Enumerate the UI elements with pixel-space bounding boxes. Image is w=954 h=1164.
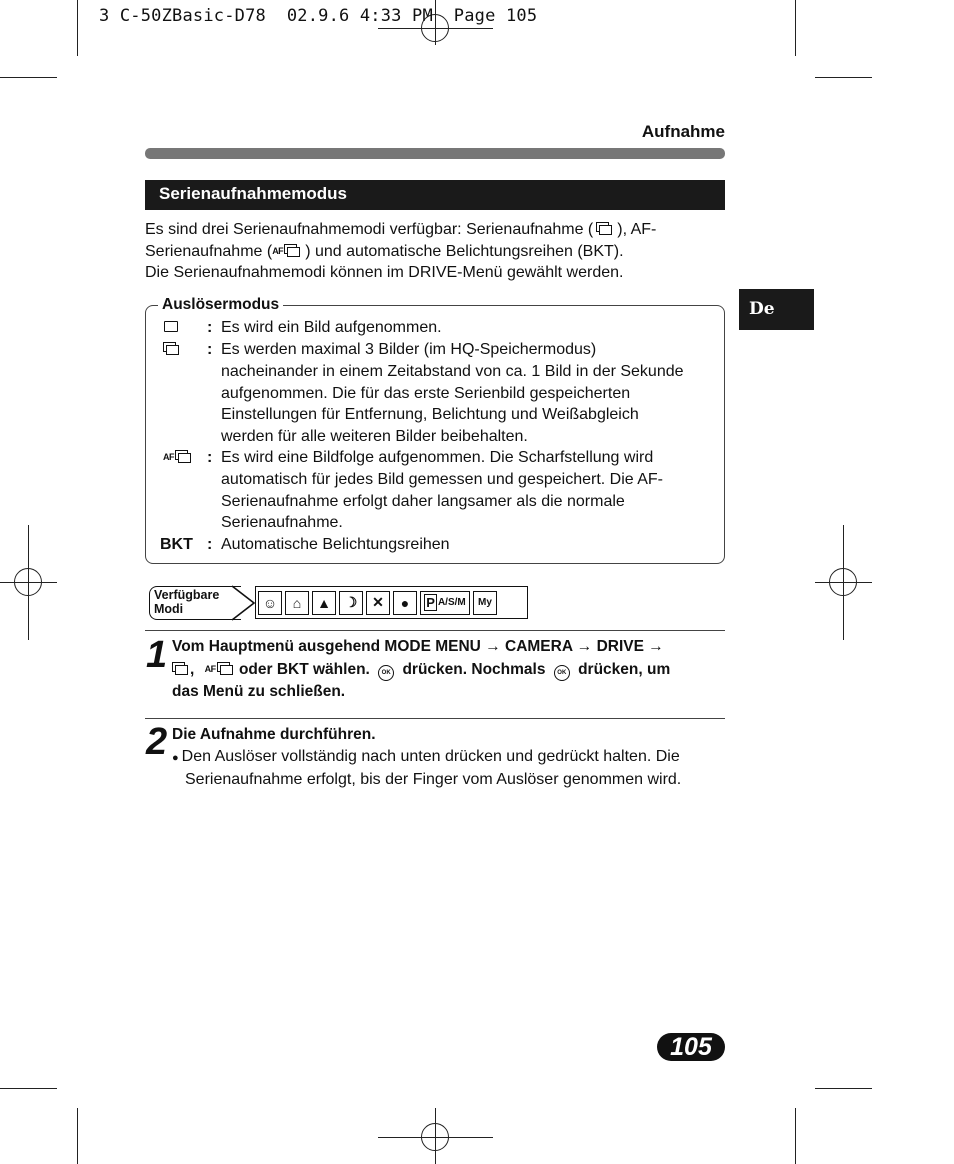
- crop-mark: [795, 0, 796, 56]
- available-modes-label: Verfügbare Modi: [149, 586, 241, 620]
- self-portrait-mode-icon: ●: [393, 591, 417, 615]
- sequential-icon: [172, 662, 190, 677]
- intro-paragraph: Es sind drei Serienaufnahmemodi verfügbar: Serienaufnahme ( ), AF- Serienaufnahme (AF ) und automatische Belichtungsreihen (BKT). Die Serienaufnahmemodi können im DRIVE-Menü gewählt werden.: [145, 221, 657, 281]
- step-number: 1: [146, 634, 168, 676]
- page-number: 105: [657, 1033, 725, 1061]
- af-label-icon: AF: [272, 245, 284, 256]
- mode-row-af-sequential: AF : Es wird eine Bildfolge aufgenommen. Die Scharfstellung wird automatisch für jedes Bild gemessen und gespeichert. Die AF- Serienaufnahme erfolgt daher langsamer als die normale Serienaufnahme.: [163, 449, 664, 532]
- sequential-icon: [284, 244, 302, 259]
- single-frame-icon: [164, 321, 178, 332]
- registration-mark: [421, 1123, 449, 1151]
- page-heading: Serienaufnahmemodus: [145, 180, 725, 210]
- crop-mark: [815, 1088, 872, 1089]
- crop-mark: [77, 1108, 78, 1164]
- crop-mark: [795, 1108, 796, 1164]
- crop-mark: [0, 1088, 57, 1089]
- drive-mode-box-title: Auslösermodus: [158, 296, 283, 314]
- mode-row-sequential: : Es werden maximal 3 Bilder (im HQ-Speichermodus) nacheinander in einem Zeitabstand von ca. 1 Bild in der Sekunde aufgenommen. Die für das erste Serienbild gespeicherten Einstellungen für Entfernung, Belichtung und Weißabgleich werden für alle weiteren Bilder beibehalten.: [160, 339, 720, 449]
- night-scene-mode-icon: ☽: [339, 591, 363, 615]
- mode-row-single: : Es wird ein Bild aufgenommen.: [160, 317, 720, 339]
- registration-mark: [829, 568, 857, 596]
- ok-button-icon: OK: [378, 665, 394, 681]
- sequential-icon: [596, 222, 614, 237]
- af-label-icon: AF: [163, 452, 174, 462]
- sequential-icon: [217, 662, 235, 677]
- ok-button-icon: OK: [554, 665, 570, 681]
- landscape-mode-icon: ▲: [312, 591, 336, 615]
- language-tab: De: [739, 289, 814, 330]
- section-divider-bar: [145, 148, 725, 159]
- step-2-instructions: Die Aufnahme durchführen. ● Den Auslöser vollständig nach unten drücken und gedrückt halten. Die Serienaufnahme erfolgt, bis der Finger vom Auslöser genommen wird.: [172, 726, 682, 788]
- landscape-portrait-mode-icon: ⌂: [285, 591, 309, 615]
- mode-row-bkt: BKT : Automatische Belichtungsreihen: [160, 536, 450, 553]
- crop-mark: [0, 77, 57, 78]
- my-mode-icon: My: [473, 591, 497, 615]
- pasm-mode-icon: P A/S/M: [420, 591, 470, 615]
- portrait-mode-icon: ☺: [258, 591, 282, 615]
- step-number: 2: [146, 721, 168, 763]
- step-divider: [145, 718, 725, 719]
- sequential-icon: [163, 342, 181, 357]
- crop-mark: [815, 77, 872, 78]
- step-1-instructions: Vom Hauptmenü ausgehend MODE MENU → CAMERA → DRIVE → , AF oder BKT wählen. OK drücken. Nochmals OK drücken, um das Menü zu schließen.: [172, 638, 671, 700]
- print-header: 3 C-50ZBasic-D78 02.9.6 4:33 PM Page 105: [99, 6, 538, 26]
- step-divider: [145, 630, 725, 631]
- af-label-icon: AF: [204, 664, 216, 674]
- available-modes-strip: [255, 586, 528, 619]
- section-title: Aufnahme: [641, 122, 725, 141]
- sequential-icon: [175, 450, 193, 465]
- sports-mode-icon: ✕: [366, 591, 390, 615]
- available-modes-arrow: [232, 585, 256, 621]
- registration-mark: [14, 568, 42, 596]
- crop-mark: [77, 0, 78, 56]
